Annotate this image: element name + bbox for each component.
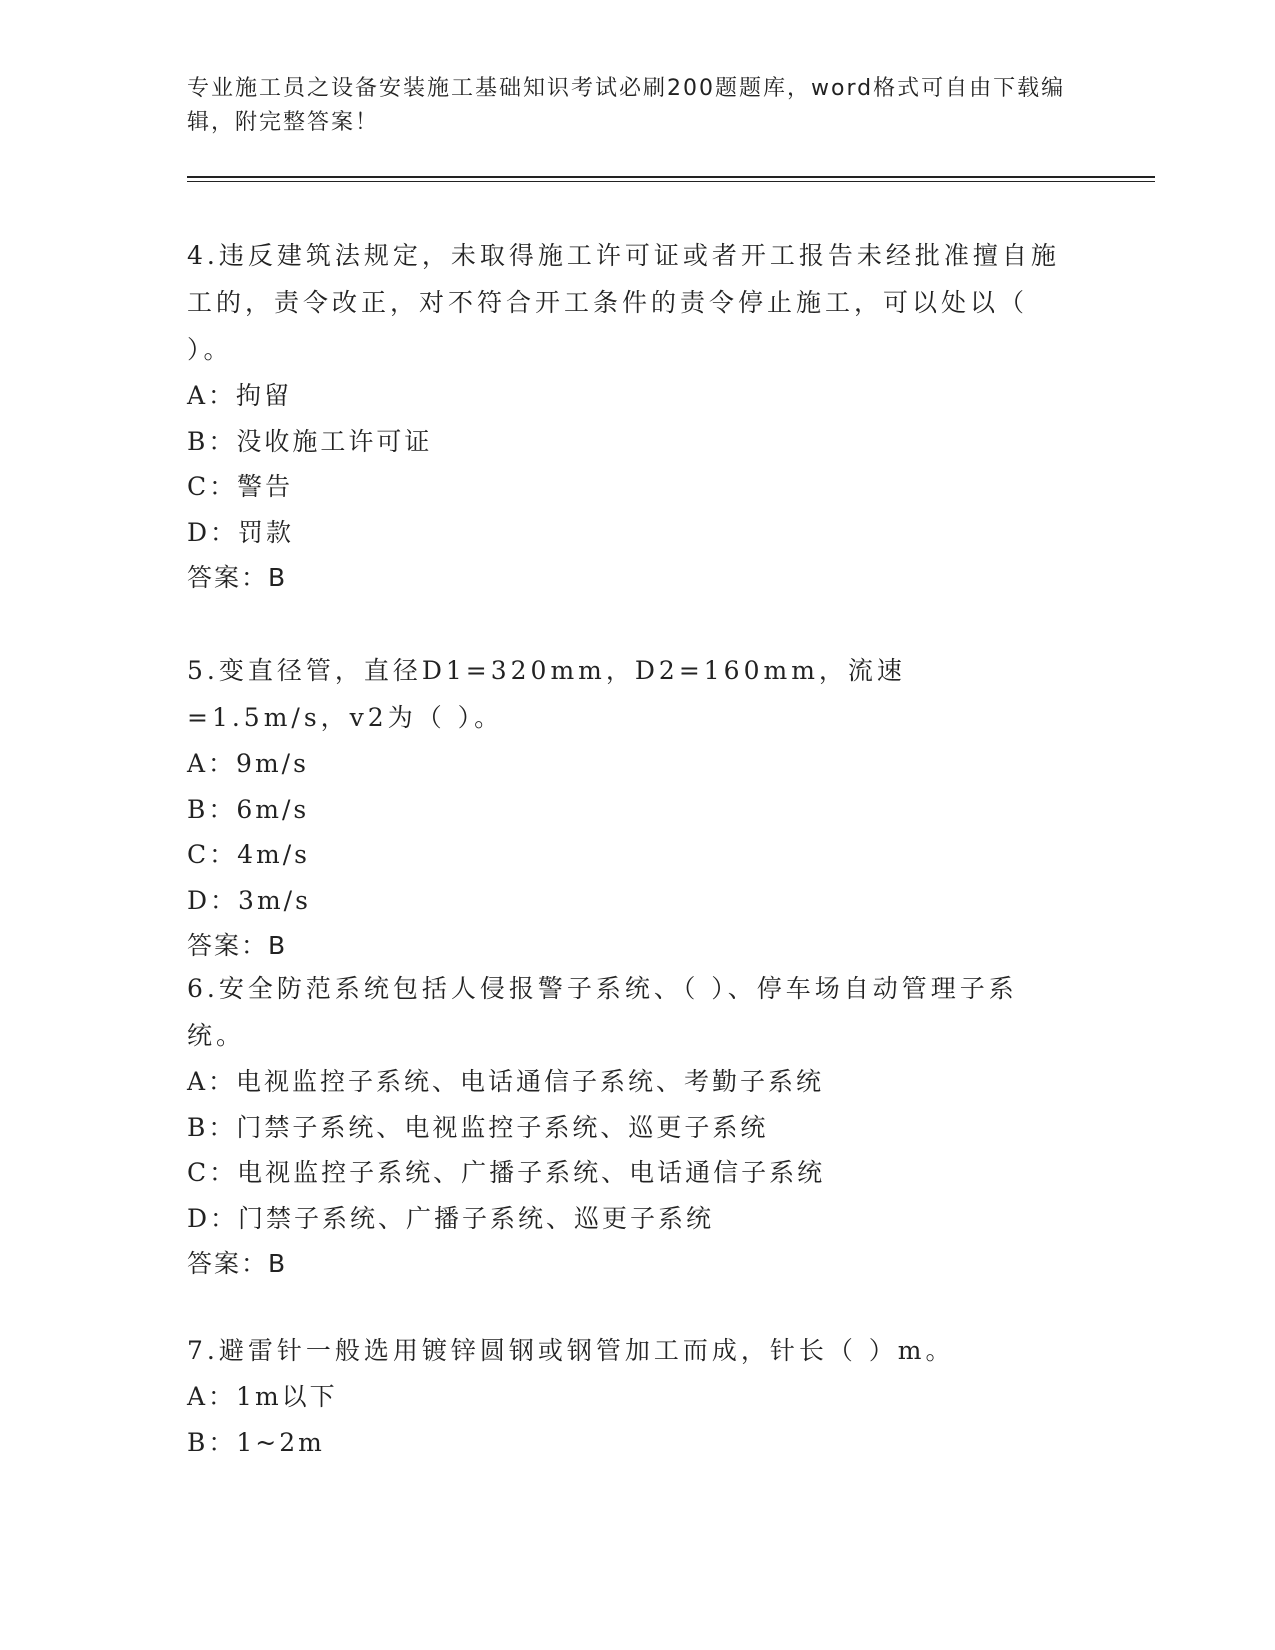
option-b: B：门禁子系统、电视监控子系统、巡更子系统 — [187, 1112, 769, 1142]
answer: 答案：B — [187, 1249, 288, 1278]
document-header: 专业施工员之设备安装施工基础知识考试必刷200题题库，word格式可自由下载编辑，附完整答案！ — [187, 76, 1066, 135]
option-a: A：电视监控子系统、电话通信子系统、考勤子系统 — [187, 1067, 825, 1096]
option-c: C：警告 — [187, 472, 294, 501]
option-c: C：电视监控子系统、广播子系统、电话通信子系统 — [187, 1158, 826, 1187]
question-6 — [187, 965, 1067, 1286]
question-7 — [187, 1327, 1067, 1465]
option-c: C：4m/s — [187, 840, 310, 869]
option-a: A：9m/s — [187, 749, 309, 778]
option-b: B：没收施工许可证 — [187, 426, 433, 456]
question-4 — [187, 232, 1067, 600]
option-d: D：门禁子系统、广播子系统、巡更子系统 — [187, 1203, 715, 1233]
question-stem: 4.违反建筑法规定，未取得施工许可证或者开工报告未经批准擅自施工的，责令改正，对不符合开工条件的责令停止施工，可以处以（ ）。 — [187, 241, 1060, 364]
answer: 答案：B — [187, 931, 288, 960]
header-divider — [187, 176, 1155, 178]
option-a: A：拘留 — [187, 381, 293, 410]
question-stem: 7.避雷针一般选用镀锌圆钢或钢管加工而成，针长（ ）m。 — [187, 1336, 955, 1365]
question-stem: 6.安全防范系统包括人侵报警子系统、（ ）、停车场自动管理子系统。 — [187, 974, 1018, 1050]
option-b: B：6m/s — [187, 794, 310, 824]
option-d: D：罚款 — [187, 517, 295, 547]
option-d: D：3m/s — [187, 885, 311, 915]
question-5 — [187, 647, 1067, 968]
header-divider-thin — [187, 181, 1155, 182]
answer: 答案：B — [187, 563, 288, 592]
option-a: A：1m以下 — [187, 1382, 338, 1411]
option-b: B：1~2m — [187, 1427, 325, 1457]
question-stem: 5.变直径管，直径D1=320mm，D2=160mm，流速=1.5m/s，v2为（ ）。 — [187, 656, 906, 732]
